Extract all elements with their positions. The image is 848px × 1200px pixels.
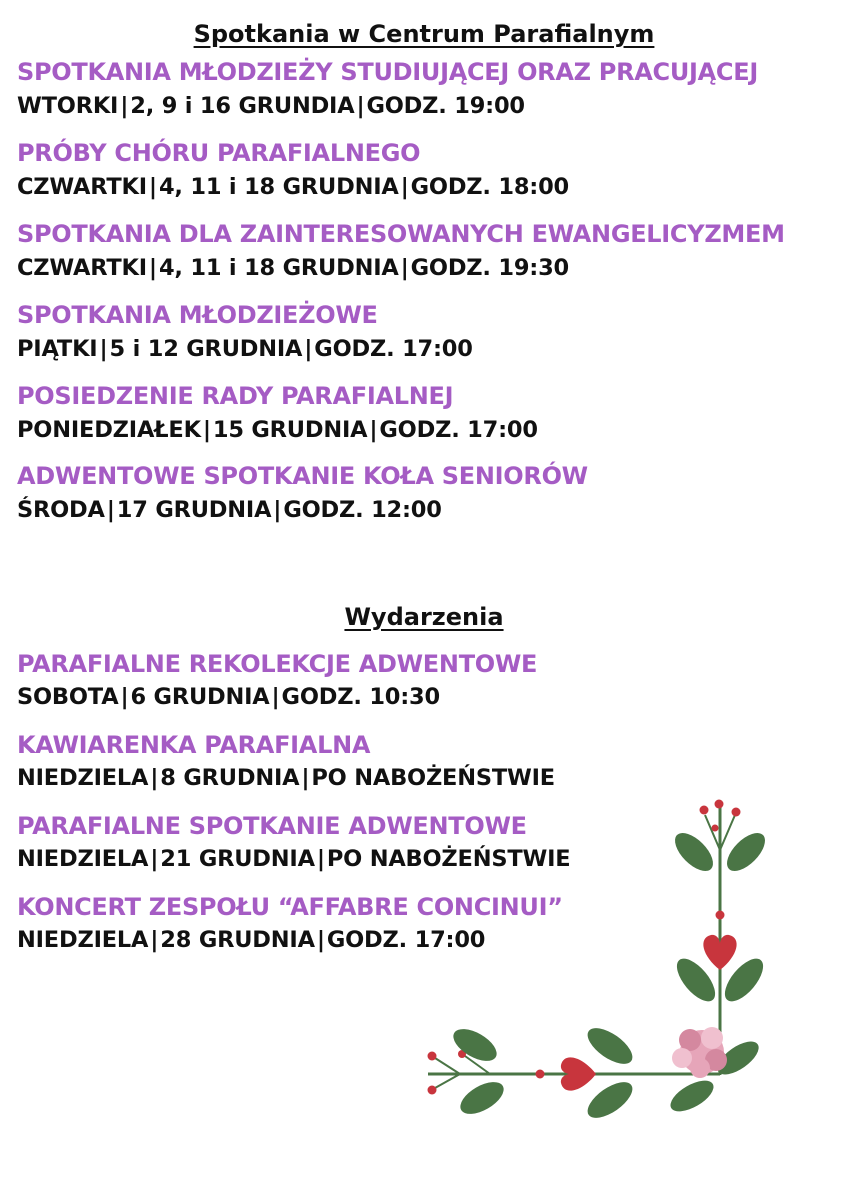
separator: | [120,684,129,710]
event-day: NIEDZIELA [17,765,149,791]
separator: | [301,765,310,791]
separator: | [120,93,129,119]
meeting-details [17,174,569,200]
separator: | [99,336,108,362]
meeting-details [17,255,569,281]
meeting-details [17,417,538,443]
event-details [17,927,485,953]
meeting-day: ŚRODA [17,497,105,523]
meeting-day: PIĄTKI [17,336,98,362]
meeting-day: PONIEDZIAŁEK [17,417,201,443]
separator: | [369,417,378,443]
meeting-time: GODZ. 19:30 [410,255,570,281]
floral-corner-icon [420,790,780,1130]
meeting-title: SPOTKANIA DLA ZAINTERESOWANYCH EWANGELICYZMEM [17,220,785,248]
meeting-time: GODZ. 17:00 [314,336,473,362]
separator: | [150,927,159,953]
event-title: KAWIARENKA PARAFIALNA [17,731,371,759]
meeting-date: 5 i 12 GRUDNIA [109,336,303,362]
separator: | [202,417,211,443]
separator: | [150,846,159,872]
event-details [17,684,440,710]
events-heading: Wydarzenia [344,603,504,631]
meeting-time: GODZ. 12:00 [283,497,442,523]
meeting-title: ADWENTOWE SPOTKANIE KOŁA SENIORÓW [17,462,588,490]
event-day: SOBOTA [17,684,119,710]
meeting-date: 2, 9 i 16 GRUNDIA [130,93,355,119]
meeting-details [17,336,473,362]
meeting-time: GODZ. 17:00 [379,417,538,443]
separator: | [304,336,313,362]
meeting-date: 4, 11 i 18 GRUDNIA [158,174,399,200]
meeting-title: POSIEDZENIE RADY PARAFIALNEJ [17,382,454,410]
meeting-day: CZWARTKI [17,174,147,200]
meeting-date: 17 GRUDNIA [116,497,272,523]
meeting-title: SPOTKANIA MŁODZIEŻOWE [17,301,378,329]
separator: | [150,765,159,791]
meeting-day: WTORKI [17,93,119,119]
event-time: GODZ. 10:30 [281,684,440,710]
meeting-details [17,93,525,119]
meeting-date: 15 GRUDNIA [212,417,368,443]
event-time: PO NABOŻEŃSTWIE [311,765,555,791]
meeting-details [17,497,442,523]
meeting-day: CZWARTKI [17,255,147,281]
meeting-date: 4, 11 i 18 GRUDNIA [158,255,399,281]
event-date: 21 GRUDNIA [160,846,315,872]
event-details [17,765,555,791]
separator: | [316,927,325,953]
event-day: NIEDZIELA [17,927,149,953]
event-date: 6 GRUDNIA [130,684,270,710]
separator: | [106,497,115,523]
event-time: PO NABOŻEŃSTWIE [326,846,571,872]
event-date: 8 GRUDNIA [160,765,300,791]
event-date: 28 GRUDNIA [160,927,315,953]
separator: | [400,174,409,200]
separator: | [148,174,157,200]
meetings-heading: Spotkania w Centrum Parafialnym [193,20,655,48]
event-title: KONCERT ZESPOŁU “AFFABRE CONCINUI” [17,893,563,921]
separator: | [356,93,365,119]
meeting-time: GODZ. 18:00 [410,174,570,200]
separator: | [273,497,282,523]
separator: | [316,846,325,872]
separator: | [400,255,409,281]
meeting-title: PRÓBY CHÓRU PARAFIALNEGO [17,139,421,167]
separator: | [148,255,157,281]
event-title: PARAFIALNE REKOLEKCJE ADWENTOWE [17,650,538,678]
meeting-time: GODZ. 19:00 [366,93,525,119]
meeting-title: SPOTKANIA MŁODZIEŻY STUDIUJĄCEJ ORAZ PRACUJĄCEJ [17,58,758,86]
event-time: GODZ. 17:00 [326,927,486,953]
event-day: NIEDZIELA [17,846,149,872]
event-title: PARAFIALNE SPOTKANIE ADWENTOWE [17,812,527,840]
separator: | [271,684,280,710]
